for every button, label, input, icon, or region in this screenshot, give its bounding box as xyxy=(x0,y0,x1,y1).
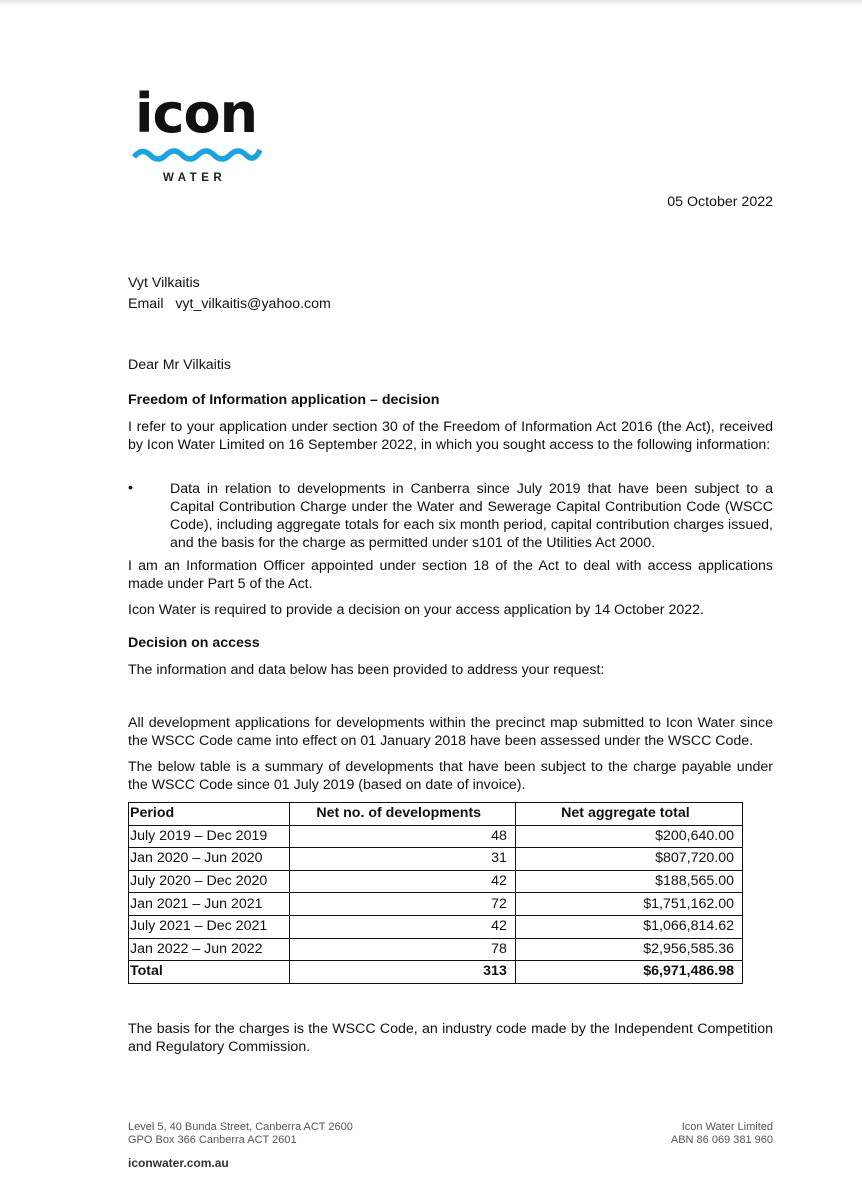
cell-total: $1,066,814.62 xyxy=(515,915,742,938)
header-period: Period xyxy=(129,803,290,826)
email-label: Email xyxy=(128,296,164,312)
cell-total: $2,956,585.36 xyxy=(515,938,742,961)
table-header-row xyxy=(129,803,743,826)
icon-water-logo xyxy=(132,84,262,188)
requested-info-list xyxy=(128,480,773,552)
recipient-email[interactable]: vyt_vilkaitis@yahoo.com xyxy=(175,296,331,312)
cell-period: Jan 2022 – Jun 2022 xyxy=(129,938,290,961)
table-row xyxy=(129,870,743,893)
logo-wordmark: icon xyxy=(135,82,258,145)
table-row xyxy=(129,893,743,916)
table-row xyxy=(129,825,743,848)
table-row xyxy=(129,848,743,871)
table-intro-paragraph: The below table is a summary of developments that have been subject to the charge payable under the WSCC Code since 01 July 2019 (based on date of invoice). xyxy=(128,759,773,793)
header-aggregate-total: Net aggregate total xyxy=(515,803,742,826)
cell-count: 72 xyxy=(289,893,515,916)
page-top-edge xyxy=(0,0,862,6)
cell-count: 42 xyxy=(289,915,515,938)
developments-summary-table xyxy=(128,802,743,984)
logo-subtitle: WATER xyxy=(163,172,227,184)
website-link[interactable]: iconwater.com.au xyxy=(128,1156,229,1170)
letter-date: 05 October 2022 xyxy=(667,194,773,210)
wave-icon xyxy=(132,144,262,166)
decision-heading: Decision on access xyxy=(128,635,260,651)
cell-count: 313 xyxy=(289,961,515,984)
table-row xyxy=(129,938,743,961)
provided-paragraph: The information and data below has been provided to address your request: xyxy=(128,662,605,678)
assessed-paragraph: All development applications for developments within the precinct map submitted to Icon Water since the WSCC Code came into effect on 01 January 2018 have been assessed under the WSCC Code. xyxy=(128,715,773,749)
cell-total: $188,565.00 xyxy=(515,870,742,893)
requested-info-item: Data in relation to developments in Canberra since July 2019 that have been subject to a Capital Contribution Charge under the Water and Sewerage Capital Contribution Code (WSCC Code), including aggregate totals for each six month period, capital contribution charges issued, and the basis for the charge as permitted under s101 of the Utilities Act 2000. xyxy=(170,481,773,551)
header-developments: Net no. of developments xyxy=(289,803,515,826)
cell-period: July 2021 – Dec 2021 xyxy=(129,915,290,938)
cell-period: Jan 2021 – Jun 2021 xyxy=(129,893,290,916)
salutation: Dear Mr Vilkaitis xyxy=(128,357,232,373)
cell-count: 48 xyxy=(289,825,515,848)
cell-count: 42 xyxy=(289,870,515,893)
cell-period: July 2019 – Dec 2019 xyxy=(129,825,290,848)
cell-total: $807,720.00 xyxy=(515,848,742,871)
cell-total: $200,640.00 xyxy=(515,825,742,848)
cell-count: 31 xyxy=(289,848,515,871)
footer-address xyxy=(128,1121,353,1147)
company-abn: ABN 86 069 381 960 xyxy=(670,1134,773,1146)
footer-company xyxy=(671,1121,773,1147)
cell-period: Total xyxy=(129,961,290,984)
basis-paragraph: The basis for the charges is the WSCC Code, an industry code made by the Independent Competition and Regulatory Commission. xyxy=(128,1021,773,1055)
cell-period: Jan 2020 – Jun 2020 xyxy=(129,848,290,871)
subject-heading: Freedom of Information application – decision xyxy=(128,392,440,408)
recipient-email-line xyxy=(128,296,331,312)
address-line-2: GPO Box 366 Canberra ACT 2601 xyxy=(128,1134,297,1146)
deadline-paragraph: Icon Water is required to provide a decision on your access application by 14 October 2022. xyxy=(128,602,704,618)
cell-total: $6,971,486.98 xyxy=(515,961,742,984)
intro-paragraph: I refer to your application under section 30 of the Freedom of Information Act 2016 (the Act), received by Icon Water Limited on 16 September 2022, in which you sought access to the following information: xyxy=(128,419,773,453)
cell-period: July 2020 – Dec 2020 xyxy=(129,870,290,893)
company-name: Icon Water Limited xyxy=(681,1121,773,1133)
officer-paragraph: I am an Information Officer appointed under section 18 of the Act to deal with access applications made under Part 5 of the Act. xyxy=(128,558,773,592)
table-total-row xyxy=(129,961,743,984)
recipient-name: Vyt Vilkaitis xyxy=(128,275,200,291)
cell-count: 78 xyxy=(289,938,515,961)
bullet-icon: • xyxy=(128,480,133,496)
address-line-1: Level 5, 40 Bunda Street, Canberra ACT 2600 xyxy=(128,1121,353,1133)
table-row xyxy=(129,915,743,938)
cell-total: $1,751,162.00 xyxy=(515,893,742,916)
